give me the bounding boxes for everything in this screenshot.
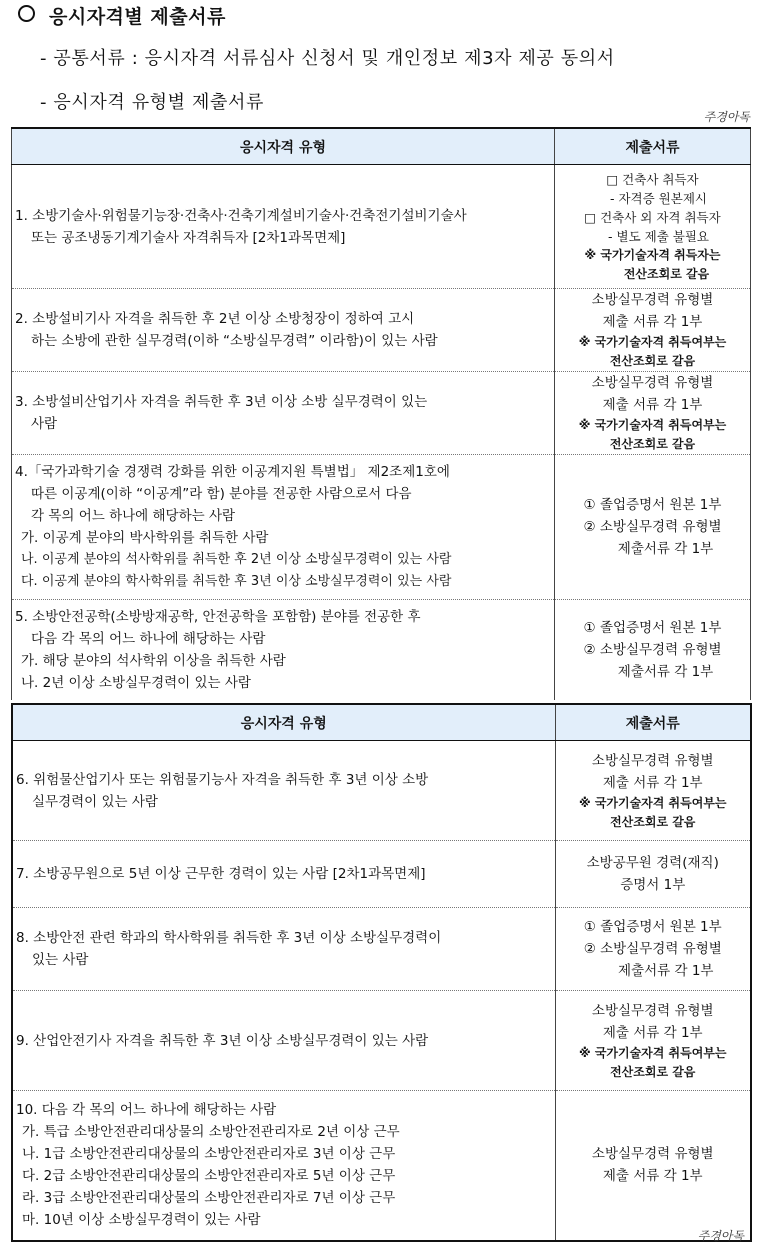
table-row — [12, 289, 751, 372]
table-row — [12, 991, 751, 1091]
table-row — [12, 841, 751, 908]
note-line: ※ 국가기술자격 취득여부는 — [578, 418, 727, 432]
qualification-line: 가. 해당 분야의 석사학위 이상을 취득한 사람 — [21, 652, 286, 669]
note-line: ※ 국가기술자격 취득자는 — [584, 247, 721, 262]
document-line: ② 소방실무경력 유형별 — [583, 519, 722, 535]
documents-cell — [555, 991, 751, 1091]
header-docs: 제출서류 — [555, 704, 751, 741]
documents-cell — [555, 841, 751, 908]
qualification-line: 나. 2년 이상 소방실무경력이 있는 사람 — [21, 674, 251, 691]
table-header-row — [12, 704, 751, 741]
qualification-line: 가. 이공계 분야의 박사학위를 취득한 사람 — [21, 530, 269, 546]
qualification-line: 7. 소방공무원으로 5년 이상 근무한 경력이 있는 사람 [2차1과목면제] — [16, 866, 426, 882]
qualification-line: 5. 소방안전공학(소방방재공학, 안전공학을 포함함) 분야를 전공한 후 — [15, 608, 421, 625]
document-line: 증명서 1부 — [620, 877, 686, 893]
documents-cell — [555, 372, 751, 455]
header-docs: 제출서류 — [555, 128, 751, 165]
qualification-line: 3. 소방설비산업기사 자격을 취득한 후 3년 이상 소방 실무경력이 있는 — [15, 394, 428, 410]
documents-cell — [555, 289, 751, 372]
watermark-stamp: 주경아독 — [703, 110, 750, 124]
note-line: 전산조회로 갈음 — [610, 814, 696, 829]
note-line: 전산조회로 갈음 — [609, 354, 696, 368]
documents-cell — [555, 165, 751, 289]
note-line: ※ 국가기술자격 취득여부는 — [578, 795, 727, 810]
watermark-stamp: 주경아독 — [697, 1229, 744, 1243]
qualification-cell — [12, 908, 555, 991]
note-line: 전산조회로 갈음 — [623, 266, 710, 281]
qualification-line: 다. 2급 소방안전관리대상물의 소방안전관리자로 5년 이상 근무 — [22, 1168, 396, 1185]
qualification-cell — [12, 600, 555, 700]
documents-cell — [555, 455, 751, 600]
document-line: - 자격증 원본제시 — [610, 190, 707, 206]
qualification-line: 다음 각 목의 어느 하나에 해당하는 사람 — [31, 630, 266, 647]
document-line: 제출서류 각 1부 — [617, 541, 714, 557]
common-documents-line: - 공통서류 : 응시자격 서류심사 신청서 및 개인정보 제3자 제공 동의서 — [40, 48, 615, 69]
qualification-cell — [12, 841, 555, 908]
document-line: 소방실무경력 유형별 — [591, 1146, 714, 1163]
heading-text: 응시자격별 제출서류 — [49, 6, 226, 28]
table-row — [12, 741, 751, 841]
requirements-table-1 — [11, 127, 751, 700]
document-line: 제출 서류 각 1부 — [602, 314, 703, 330]
qualification-line: 라. 3급 소방안전관리대상물의 소방안전관리자로 7년 이상 근무 — [22, 1190, 396, 1207]
qualification-line: 있는 사람 — [32, 952, 89, 968]
document-line: 소방실무경력 유형별 — [591, 752, 714, 769]
qualification-line: 2. 소방설비기사 자격을 취득한 후 2년 이상 소방청장이 정하여 고시 — [15, 311, 415, 327]
type-documents-line: - 응시자격 유형별 제출서류 — [40, 92, 264, 113]
table-row — [12, 600, 751, 700]
qualification-line: 다. 이공계 분야의 학사학위를 취득한 후 3년 이상 소방실무경력이 있는 사람 — [21, 574, 452, 589]
document-line: 제출 서류 각 1부 — [602, 1024, 703, 1041]
section-heading — [18, 2, 226, 29]
document-line: 제출서류 각 1부 — [617, 663, 714, 680]
table-row — [12, 908, 751, 991]
qualification-line: 따른 이공계(이하 “이공계”라 함) 분야를 전공한 사람으로서 다음 — [31, 486, 412, 502]
qualification-cell — [12, 741, 555, 841]
qualification-line: 1. 소방기술사·위험물기능장·건축사·건축기계설비기술사·건축전기설비기술사 — [15, 207, 467, 224]
qualification-line: 또는 공조냉동기계기술사 자격취득자 [2차1과목면제] — [31, 229, 346, 246]
qualification-cell — [12, 455, 555, 600]
requirements-table-2 — [11, 703, 752, 1242]
table-row — [12, 372, 751, 455]
circle-bullet-icon — [18, 5, 35, 22]
document-line: 제출 서류 각 1부 — [602, 397, 703, 413]
qualification-line: 4.「국가과학기술 경쟁력 강화를 위한 이공계지원 특별법」 제2조제1호에 — [15, 464, 450, 480]
documents-cell — [555, 600, 751, 700]
document-line: 제출 서류 각 1부 — [602, 774, 703, 791]
document-line: 소방실무경력 유형별 — [591, 375, 714, 391]
note-line: 전산조회로 갈음 — [610, 1064, 696, 1079]
qualification-line: 마. 10년 이상 소방실무경력이 있는 사람 — [22, 1212, 261, 1229]
documents-cell — [555, 908, 751, 991]
document-line: 소방공무원 경력(재직) — [586, 855, 719, 871]
qualification-cell — [12, 289, 555, 372]
note-line: ※ 국가기술자격 취득여부는 — [578, 335, 727, 349]
document-line: 소방실무경력 유형별 — [591, 292, 714, 308]
qualification-line: 9. 산업안전기사 자격을 취득한 후 3년 이상 소방실무경력이 있는 사람 — [16, 1032, 429, 1049]
qualification-line: 가. 특급 소방안전관리대상물의 소방안전관리자로 2년 이상 근무 — [22, 1124, 400, 1141]
document-line: 제출 서류 각 1부 — [602, 1168, 703, 1185]
qualification-line: 나. 이공계 분야의 석사학위를 취득한 후 2년 이상 소방실무경력이 있는 사람 — [21, 552, 452, 567]
document-line: ② 소방실무경력 유형별 — [583, 941, 722, 957]
documents-cell — [555, 741, 751, 841]
qualification-line: 6. 위험물산업기사 또는 위험물기능사 자격을 취득한 후 3년 이상 소방 — [16, 771, 429, 788]
qualification-cell — [12, 1091, 555, 1241]
table-row — [12, 455, 751, 600]
qualification-cell — [12, 372, 555, 455]
document-line: 소방실무경력 유형별 — [591, 1002, 714, 1019]
note-line: 전산조회로 갈음 — [609, 437, 696, 451]
qualification-line: 10. 다음 각 목의 어느 하나에 해당하는 사람 — [16, 1102, 277, 1119]
qualification-cell — [12, 165, 555, 289]
qualification-line: 사람 — [31, 416, 58, 432]
document-line: ① 졸업증명서 원본 1부 — [583, 919, 722, 935]
qualification-line: 8. 소방안전 관련 학과의 학사학위를 취득한 후 3년 이상 소방실무경력이 — [16, 930, 442, 946]
document-line: □ 건축사 외 자격 취득자 — [584, 209, 721, 225]
qualification-line: 하는 소방에 관한 실무경력(이하 “소방실무경력” 이라함)이 있는 사람 — [31, 333, 438, 349]
qualification-line: 나. 1급 소방안전관리대상물의 소방안전관리자로 3년 이상 근무 — [22, 1146, 396, 1163]
document-line: - 별도 제출 불필요 — [608, 228, 709, 244]
note-line: ※ 국가기술자격 취득여부는 — [578, 1045, 727, 1060]
table-row — [12, 165, 751, 289]
header-type: 응시자격 유형 — [12, 128, 555, 165]
document-line: ② 소방실무경력 유형별 — [583, 641, 722, 658]
document-line: 제출서류 각 1부 — [618, 963, 714, 979]
document-line: ① 졸업증명서 원본 1부 — [583, 497, 722, 513]
table-row — [12, 1091, 751, 1241]
qualification-line: 각 목의 어느 하나에 해당하는 사람 — [31, 508, 236, 524]
document-line: □ 건축사 취득자 — [606, 171, 699, 187]
qualification-line: 실무경력이 있는 사람 — [32, 793, 158, 810]
document-line: ① 졸업증명서 원본 1부 — [583, 619, 722, 636]
header-type: 응시자격 유형 — [12, 704, 555, 741]
documents-cell — [555, 1091, 751, 1241]
qualification-cell — [12, 991, 555, 1091]
table-header-row — [12, 128, 751, 165]
